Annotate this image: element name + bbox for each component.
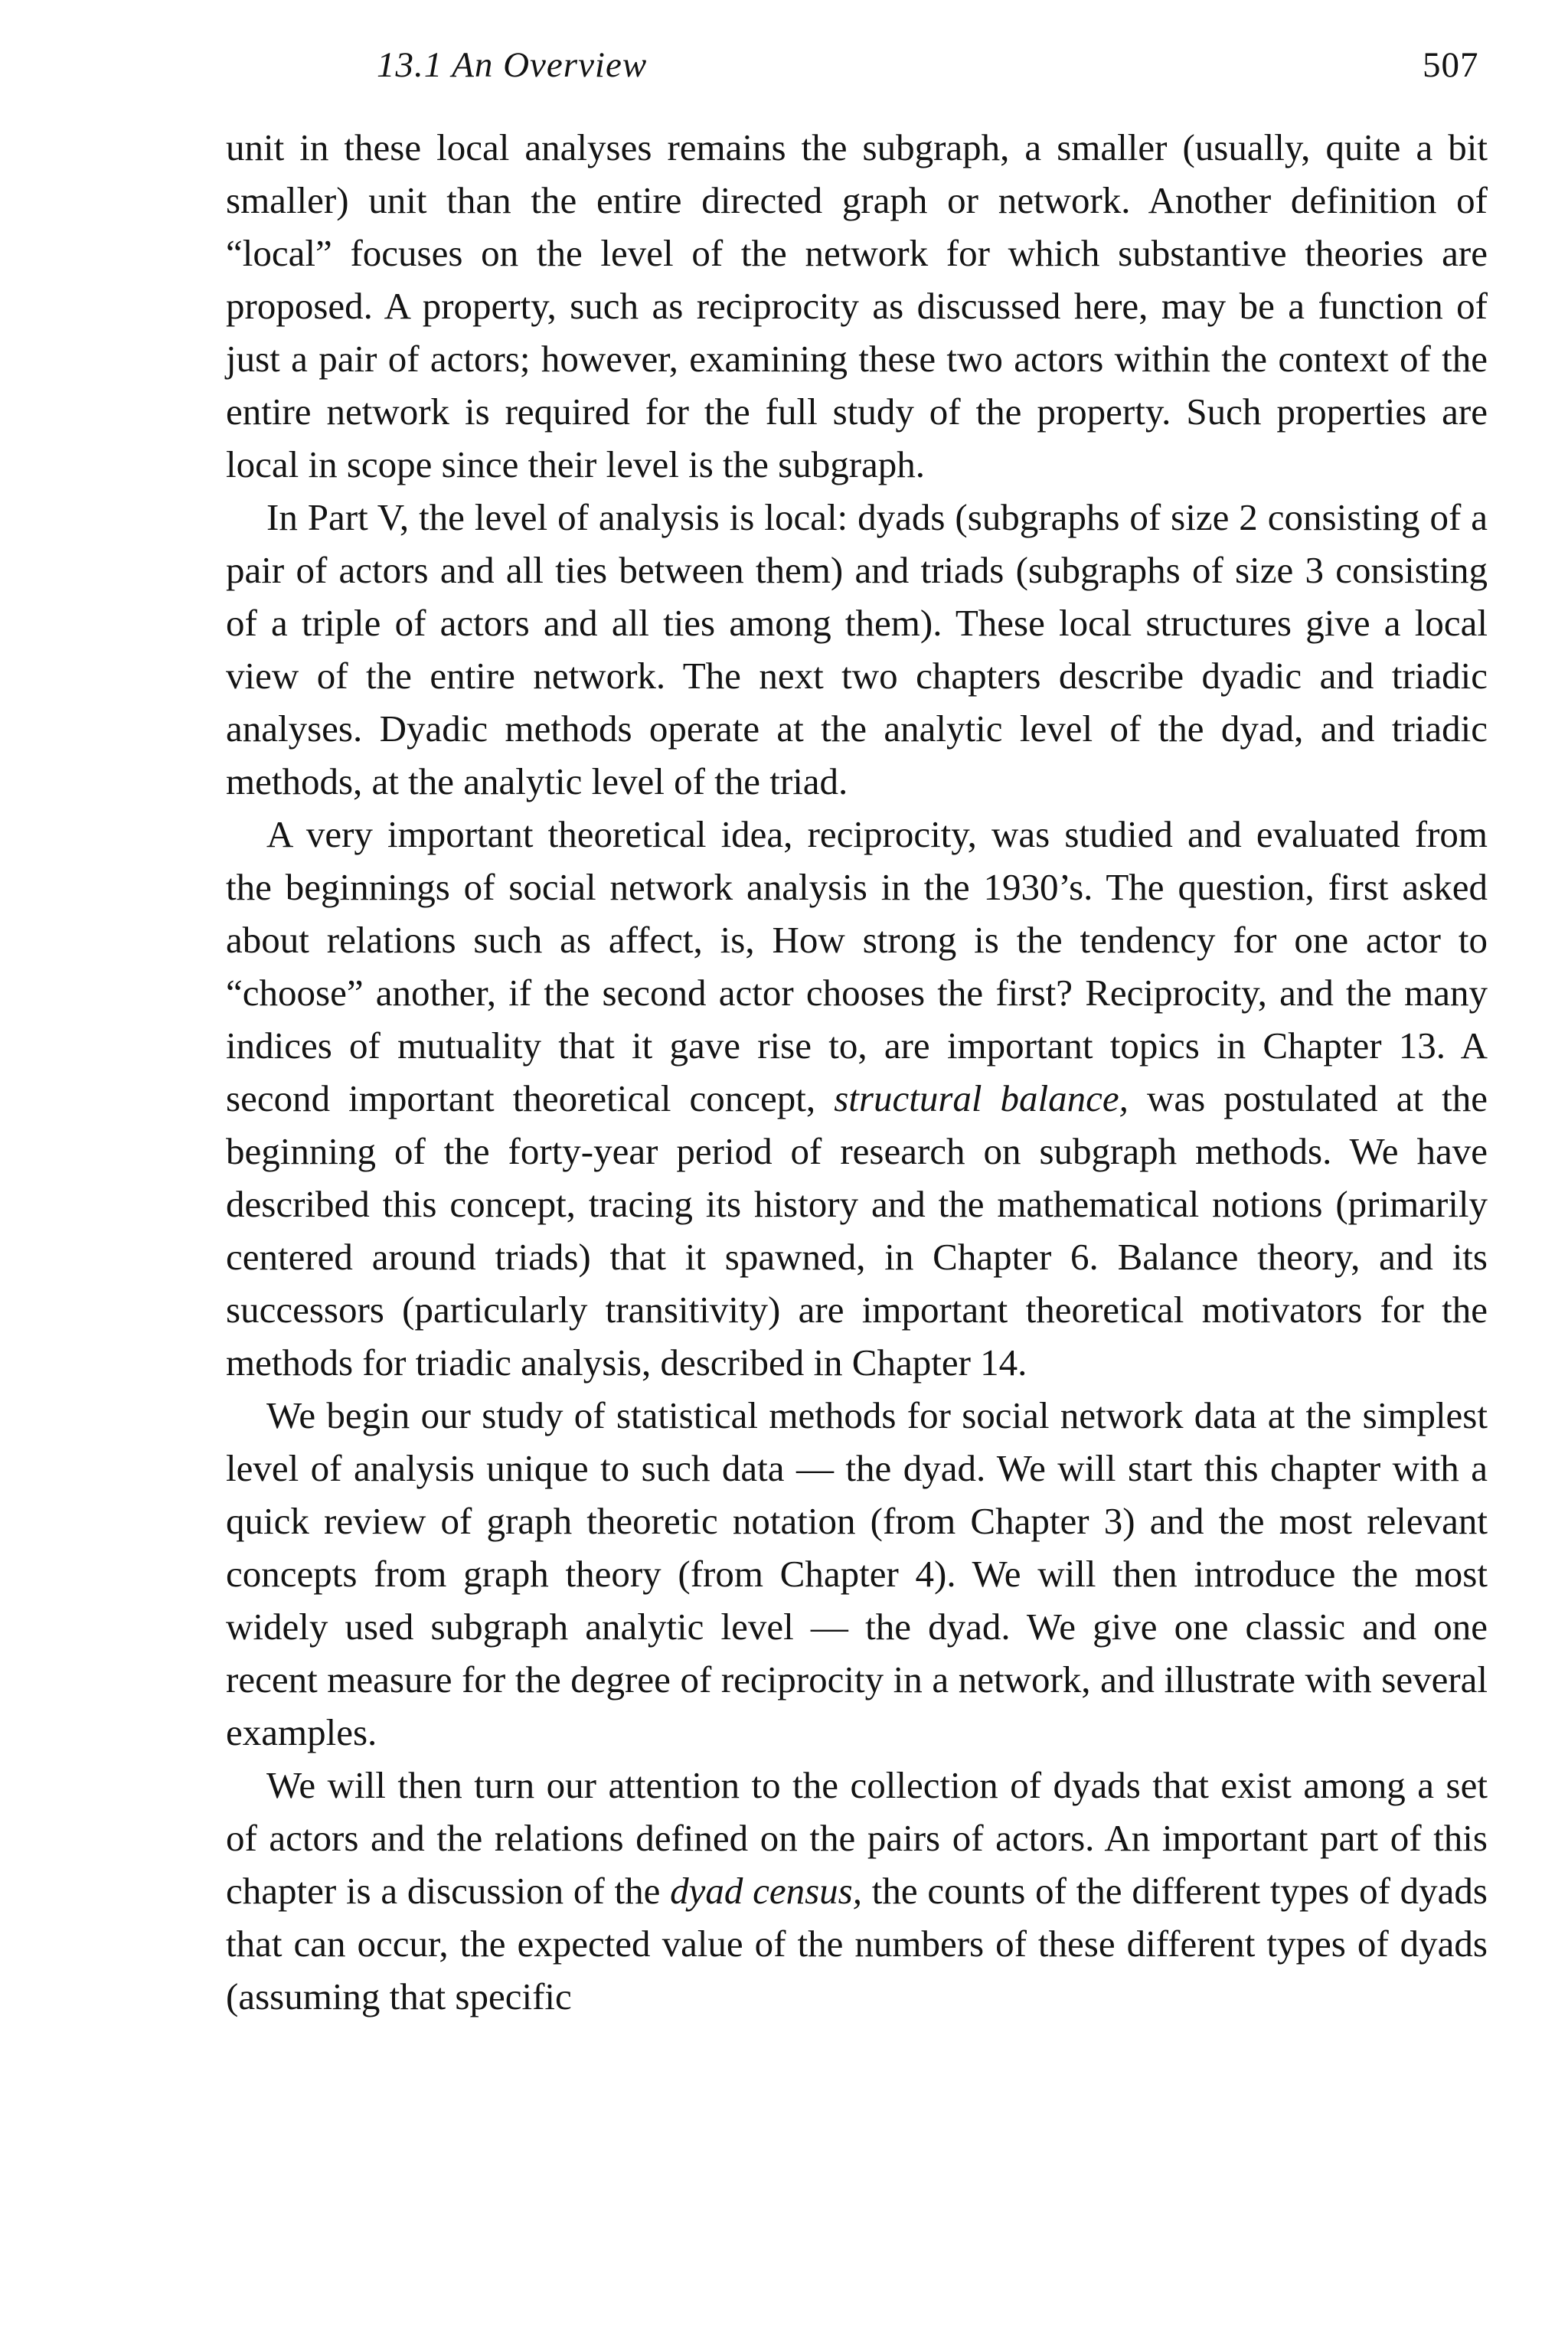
- running-head: 13.1 An Overview: [377, 45, 648, 85]
- paragraph-statistical-methods: We begin our study of statistical methods for social network data at the simplest level of analysis unique to such data — the dyad. We will start this chapter with a quick review of graph theoretic notation (from Chapter 3) and the most relevant concepts from graph theory (from Chapter 4). We will then introduce the most widely used subgraph analytic level — the dyad. We give one classic and one recent measure for the degree of reciprocity in a network, and illustrate with several examples.: [226, 1394, 1488, 1753]
- paragraph-dyad-census-text-2: the counts of the different types of dyads that can occur, the expected value of the numbers of these different types of dyads (assuming that specific: [226, 1870, 1488, 2017]
- paragraph-dyad-census-text-1: We will then turn our attention to the collection of dyads that exist among a set of actors and the relations defined on the pairs of actors. An important part of this chapter is a discussion of the: [226, 1764, 1488, 1912]
- paragraph-part-v: In Part V, the level of analysis is local: dyads (subgraphs of size 2 consisting of a pair of actors and all ties between them) and triads (subgraphs of size 3 consisting of a triple of actors and all ties among them). These local structures give a local view of the entire network. The next two chapters describe dyadic and triadic analyses. Dyadic methods operate at the analytic level of the dyad, and triadic methods, at the analytic level of the triad.: [226, 496, 1488, 802]
- paragraph-reciprocity-text-2: was postulated at the beginning of the forty-year period of research on subgraph methods. We have described this concept, tracing its history and the mathematical notions (primarily centered around triads) that it spawned, in Chapter 6. Balance theory, and its successors (particularly transitivity) are important theoretical motivators for the methods for triadic analysis, described in Chapter 14.: [226, 1077, 1488, 1384]
- paragraph-continuation: unit in these local analyses remains the subgraph, a smaller (usually, quite a bit smaller) unit than the entire directed graph or network. Another definition of “local” focuses on the level of the network for which substantive theories are proposed. A property, such as reciprocity as discussed here, may be a function of just a pair of actors; however, examining these two actors within the context of the entire network is required for the full study of the property. Such properties are local in scope since their level is the subgraph.: [226, 126, 1488, 485]
- main-text: [226, 121, 1488, 2023]
- dyad-census-term: dyad census,: [670, 1870, 862, 1912]
- paragraph-reciprocity: [226, 808, 1488, 1389]
- paragraph-reciprocity-text-1: A very important theoretical idea, reciprocity, was studied and evaluated from the beginnings of social network analysis in the 1930’s. The question, first asked about relations such as affect, is, How strong is the tendency for one actor to “choose” another, if the second actor chooses the first? Reciprocity, and the many indices of mutuality that it gave rise to, are important topics in Chapter 13. A second important theoretical concept,: [226, 813, 1488, 1119]
- structural-balance-term: structural balance,: [834, 1077, 1129, 1119]
- paragraph-dyad-census: [226, 1759, 1488, 2023]
- page-number: 507: [1423, 45, 1479, 85]
